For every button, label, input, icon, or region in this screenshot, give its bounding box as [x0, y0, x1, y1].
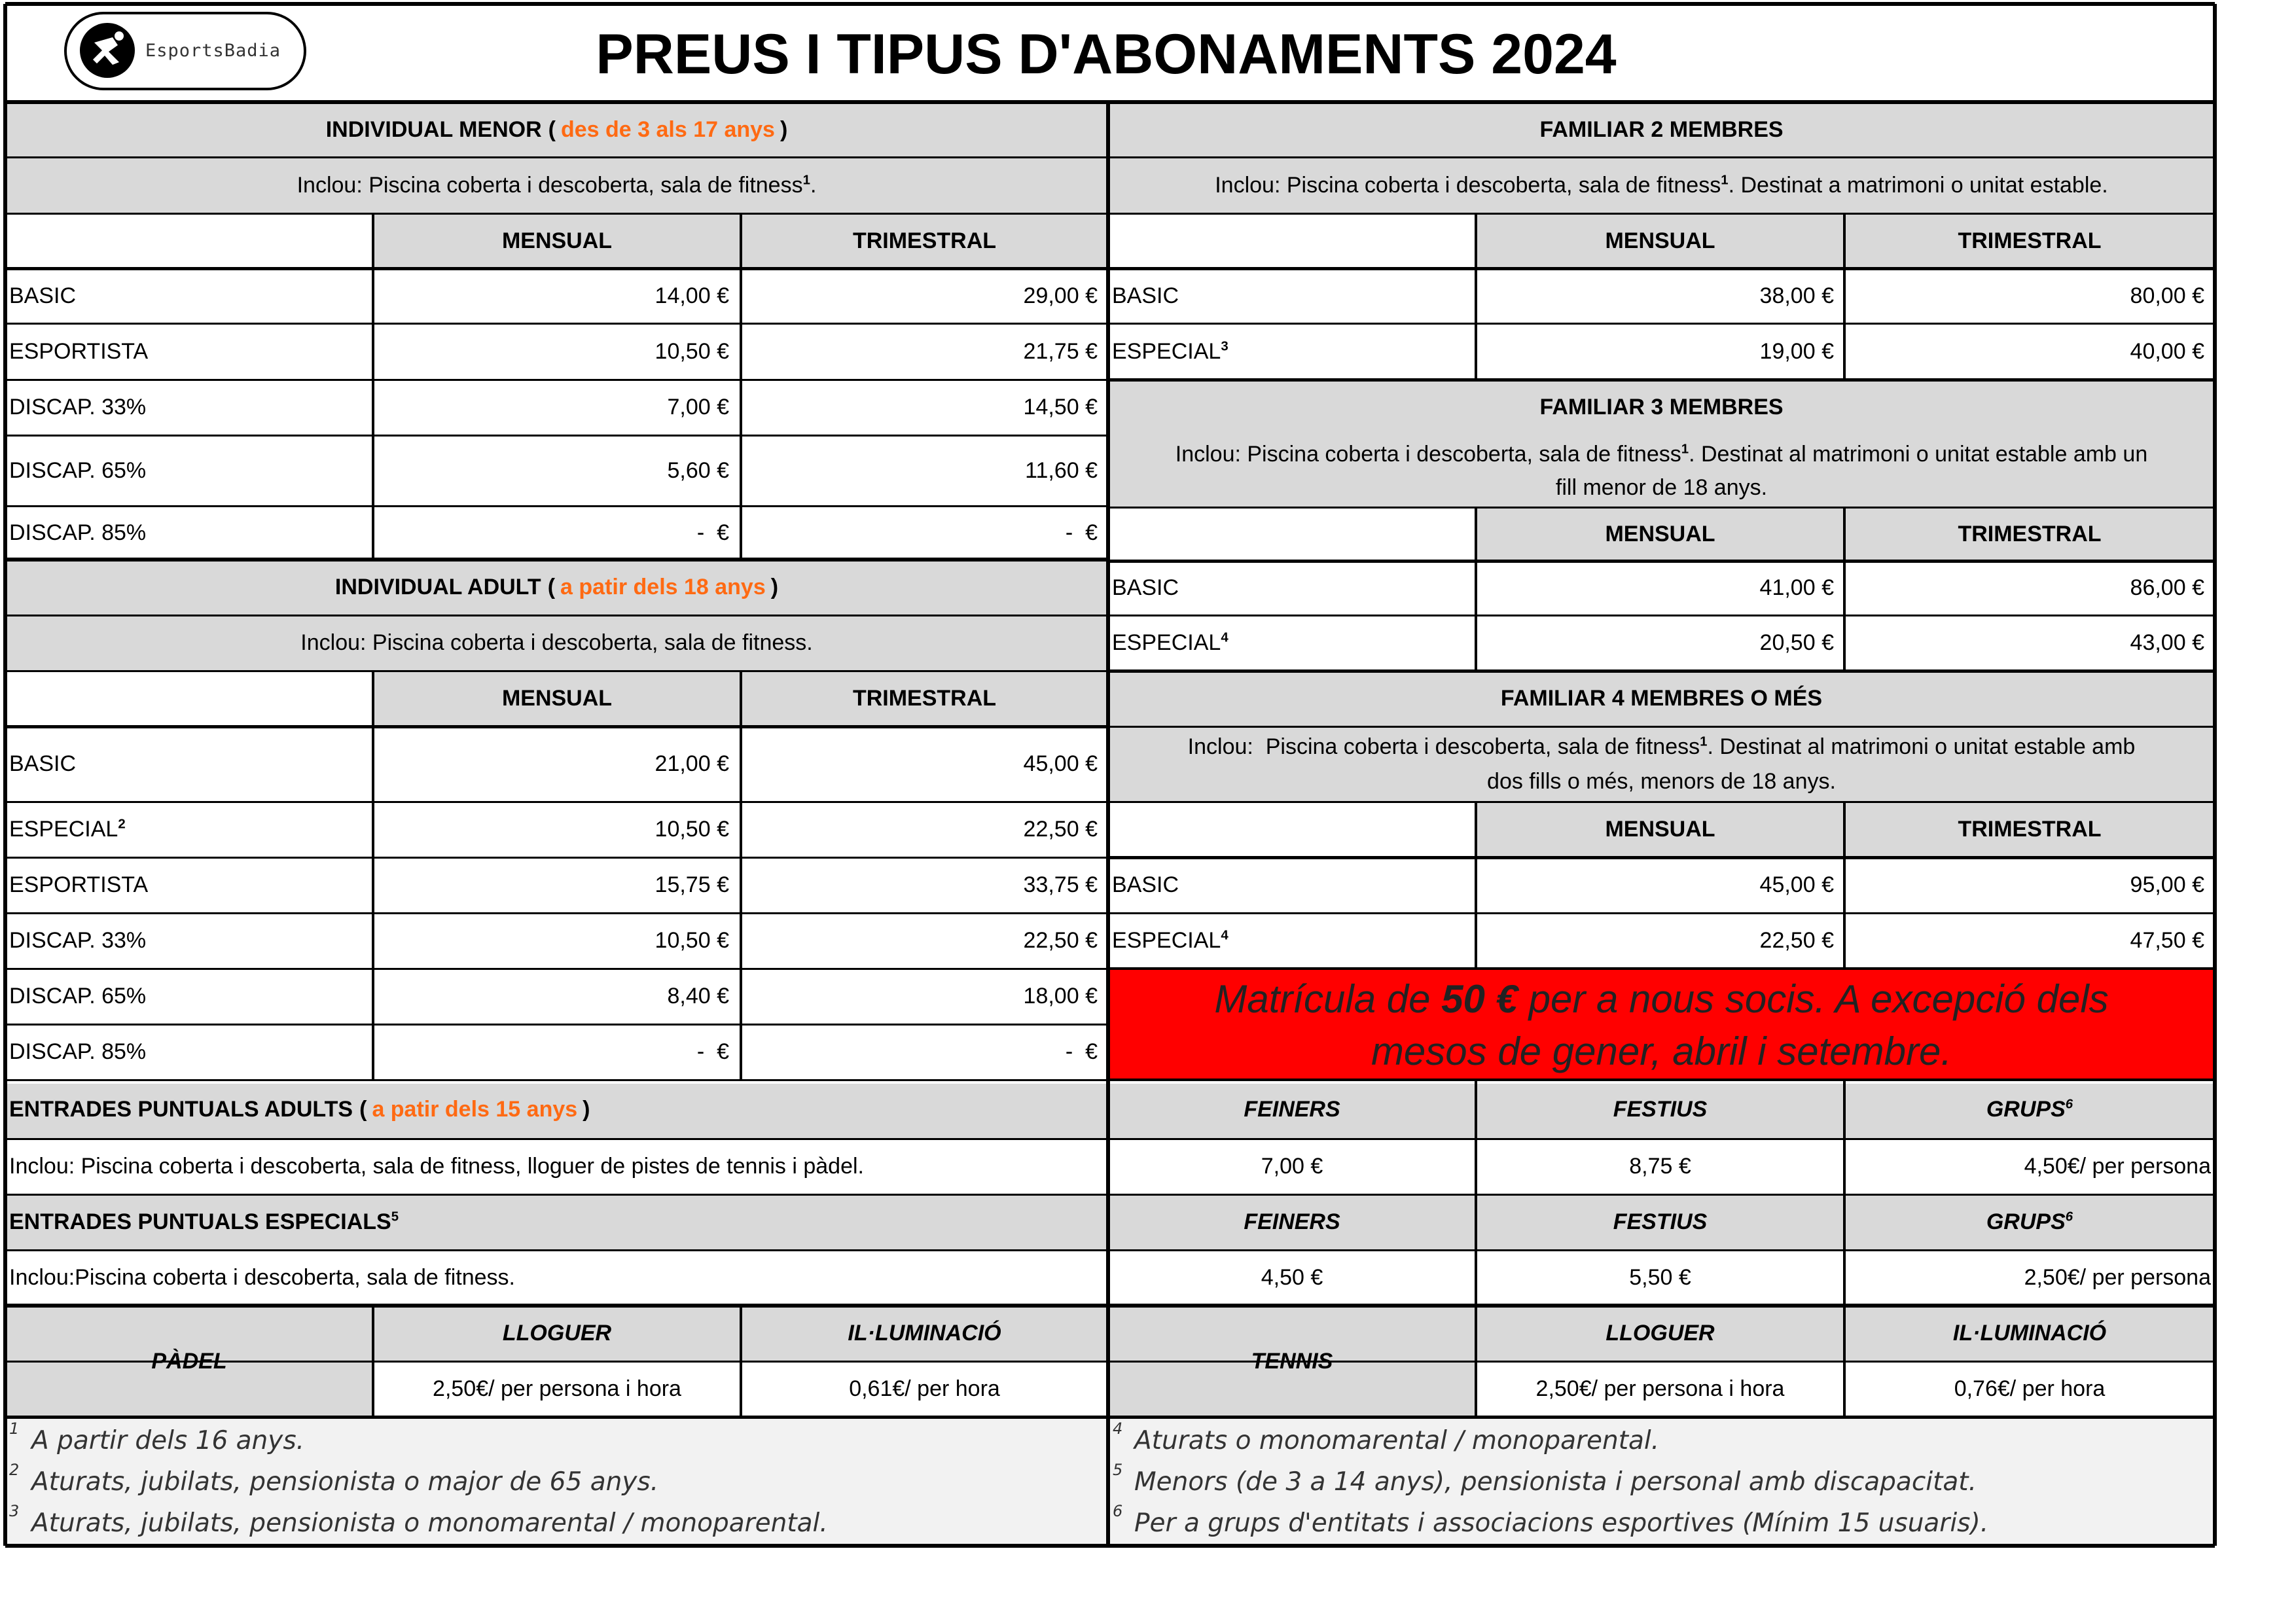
- row-label: [5, 268, 373, 323]
- includes-text: [5, 615, 1108, 671]
- text: ESPECIAL: [1112, 338, 1221, 364]
- text: MENSUAL: [1605, 521, 1715, 546]
- text: des de 3 als 17 anys: [560, 116, 775, 142]
- text: 41,00 €: [1759, 575, 1834, 600]
- text: INDIVIDUAL MENOR: [325, 116, 542, 142]
- section-title-entrades-especials: [5, 1194, 1108, 1250]
- price-monthly: [373, 323, 741, 380]
- price-quarterly: [741, 857, 1108, 913]
- column-header-quarterly: [1844, 802, 2215, 857]
- footnote-ref: 6: [2065, 1097, 2073, 1112]
- includes-text: [5, 1250, 1108, 1306]
- footnote-number: 6: [1113, 1502, 1123, 1520]
- text: BASIC: [1112, 872, 1179, 897]
- price-monthly: [1476, 268, 1844, 323]
- text: 10,50 €: [655, 817, 729, 842]
- text: 40,00 €: [2130, 338, 2204, 364]
- price-monthly: [373, 380, 741, 435]
- text: DISCAP. 33%: [9, 928, 147, 953]
- column-header-groups: [1844, 1194, 2215, 1250]
- row-label: [1108, 615, 1476, 671]
- price-holidays: [1476, 1250, 1844, 1306]
- footnote-ref: 1: [802, 173, 810, 188]
- row-label: [1108, 268, 1476, 323]
- section-title-tennis: [1108, 1306, 1476, 1417]
- grid-line: [5, 1544, 2215, 1548]
- price-monthly: [373, 969, 741, 1024]
- text: TRIMESTRAL: [852, 228, 997, 253]
- text: ): [780, 116, 788, 142]
- price-monthly: [373, 1024, 741, 1080]
- price-holidays: [1476, 1139, 1844, 1194]
- price-quarterly: [1844, 615, 2215, 671]
- section-title-entrades-adults: [5, 1080, 1108, 1139]
- price-monthly: [1476, 561, 1844, 615]
- price-monthly: [373, 857, 741, 913]
- text: 50 €: [1441, 976, 1518, 1021]
- text: mesos de gener, abril i setembre.: [1371, 1029, 1952, 1073]
- text: (: [547, 575, 556, 599]
- text: DISCAP. 85%: [9, 520, 147, 545]
- row-label: [1108, 561, 1476, 615]
- text: . Destinat al matrimoni o unitat estable amb un: [1689, 441, 2148, 467]
- text: ENTRADES PUNTUALS ESPECIALS: [9, 1209, 391, 1234]
- text: FAMILIAR 3 MEMBRES: [1539, 395, 1784, 419]
- text: - €: [1065, 520, 1098, 545]
- column-header-holidays: [1476, 1080, 1844, 1139]
- text: 95,00 €: [2130, 872, 2204, 897]
- text: ENTRADES PUNTUALS ADULTS: [9, 1096, 353, 1122]
- price-quarterly: [741, 913, 1108, 969]
- text: 2,50€/ per persona i hora: [433, 1376, 681, 1401]
- price-monthly: [373, 913, 741, 969]
- section-title-padel: [5, 1306, 373, 1417]
- text: TENNIS: [1251, 1348, 1333, 1374]
- text: BASIC: [9, 751, 77, 776]
- text: TRIMESTRAL: [1958, 817, 2102, 842]
- price-groups: [1844, 1139, 2215, 1194]
- text: LLOGUER: [1605, 1321, 1715, 1346]
- row-label: [5, 1024, 373, 1080]
- price-quarterly: [741, 380, 1108, 435]
- text: 8,75 €: [1629, 1154, 1691, 1179]
- text: 20,50 €: [1759, 630, 1834, 655]
- text: FEINERS: [1244, 1209, 1340, 1234]
- price-quarterly: [741, 435, 1108, 506]
- text: BASIC: [9, 283, 77, 308]
- text: 8,40 €: [667, 984, 729, 1008]
- text: MENSUAL: [1605, 228, 1715, 253]
- text: a patir dels 15 anys: [372, 1096, 578, 1122]
- text: IL·LUMINACIÓ: [1952, 1321, 2107, 1346]
- text: FESTIUS: [1613, 1096, 1708, 1122]
- text: BASIC: [1112, 575, 1179, 600]
- text: 2,50€/ per persona: [2024, 1265, 2211, 1290]
- price-quarterly: [741, 726, 1108, 802]
- section-title-individual-menor: [5, 102, 1108, 157]
- price-groups: [1844, 1250, 2215, 1306]
- text: FEINERS: [1244, 1096, 1340, 1122]
- column-header-quarterly: [741, 671, 1108, 726]
- includes-text-line2: [1108, 763, 2215, 800]
- row-label: [5, 726, 373, 802]
- footnote-text: Menors (de 3 a 14 anys), pensionista i personal amb discapacitat.: [1134, 1467, 1977, 1497]
- text: DISCAP. 85%: [9, 1039, 147, 1064]
- price-weekdays: [1108, 1250, 1476, 1306]
- text: (: [548, 116, 556, 142]
- price-quarterly: [1844, 268, 2215, 323]
- text: GRUPS: [1986, 1209, 2066, 1234]
- text: 43,00 €: [2130, 630, 2204, 655]
- text: 15,75 €: [655, 872, 729, 897]
- text: 22,50 €: [1759, 928, 1834, 953]
- text: . Destinat al matrimoni o unitat estable amb: [1707, 734, 2136, 759]
- footnote-ref: 1: [1721, 173, 1729, 188]
- text: .: [810, 172, 817, 198]
- text: . Destinat a matrimoni o unitat estable.: [1728, 172, 2108, 198]
- text: 7,00 €: [667, 395, 729, 419]
- text: TRIMESTRAL: [1958, 521, 2102, 546]
- section-title-familiar-2: [1108, 102, 2215, 157]
- text: INDIVIDUAL ADULT: [334, 575, 541, 599]
- price-monthly: [1476, 913, 1844, 969]
- section-title-familiar-3: [1108, 380, 2215, 435]
- row-label: [5, 506, 373, 560]
- text: dos fills o més, menors de 18 anys.: [1487, 768, 1836, 794]
- price-quarterly: [1844, 913, 2215, 969]
- footnote-ref: 3: [1221, 339, 1229, 354]
- row-label: [5, 380, 373, 435]
- text: 5,50 €: [1629, 1265, 1691, 1290]
- row-label: [1108, 323, 1476, 380]
- text: 14,00 €: [655, 283, 729, 308]
- footnote-text: A partir dels 16 anys.: [31, 1425, 305, 1455]
- includes-text-line2: [1108, 470, 2215, 506]
- column-header-monthly: [373, 671, 741, 726]
- price-quarterly: [1844, 561, 2215, 615]
- text: 10,50 €: [655, 338, 729, 364]
- text: ESPORTISTA: [9, 338, 149, 364]
- text: - €: [696, 520, 729, 545]
- price-lighting: [1844, 1361, 2215, 1417]
- price-quarterly: [1844, 323, 2215, 380]
- column-header-groups: [1844, 1080, 2215, 1139]
- price-monthly: [373, 726, 741, 802]
- text: 4,50 €: [1261, 1265, 1323, 1290]
- price-weekdays: [1108, 1139, 1476, 1194]
- footnote-ref: 6: [2065, 1209, 2073, 1224]
- text: 14,50 €: [1023, 395, 1098, 419]
- text: 22,50 €: [1023, 928, 1098, 953]
- price-quarterly: [741, 323, 1108, 380]
- footnote-ref: 1: [1700, 734, 1708, 749]
- text: PÀDEL: [151, 1348, 227, 1374]
- column-header-weekdays: [1108, 1194, 1476, 1250]
- row-label: [5, 323, 373, 380]
- text: 18,00 €: [1023, 984, 1098, 1008]
- text: per a nous socis. A excepció dels: [1517, 976, 2109, 1021]
- promo-line-1: [1108, 971, 2215, 1026]
- text: (: [359, 1096, 367, 1122]
- text: BASIC: [1112, 283, 1179, 308]
- column-header-weekdays: [1108, 1080, 1476, 1139]
- includes-text: [1108, 435, 2215, 473]
- includes-text: [1108, 728, 2215, 766]
- text: 11,60 €: [1025, 457, 1098, 483]
- text: ESPECIAL: [9, 817, 118, 842]
- text: ESPECIAL: [1112, 630, 1221, 655]
- text: 86,00 €: [2130, 575, 2204, 600]
- text: 45,00 €: [1759, 872, 1834, 897]
- footnote-number: 3: [9, 1502, 20, 1520]
- text: 10,50 €: [655, 928, 729, 953]
- text: Inclou:Piscina coberta i descoberta, sala de fitness.: [9, 1265, 515, 1290]
- column-header-quarterly: [741, 213, 1108, 268]
- text: ESPECIAL: [1112, 928, 1221, 953]
- price-quarterly: [741, 268, 1108, 323]
- column-header-quarterly: [1844, 213, 2215, 268]
- footnote-ref: 4: [1221, 630, 1229, 645]
- price-monthly: [373, 268, 741, 323]
- footnote-ref: 4: [1221, 928, 1229, 943]
- footnote-text: Aturats o monomarental / monoparental.: [1134, 1425, 1660, 1455]
- text: FAMILIAR 2 MEMBRES: [1539, 116, 1784, 142]
- price-monthly: [373, 435, 741, 506]
- text: IL·LUMINACIÓ: [848, 1321, 1001, 1346]
- text: TRIMESTRAL: [1958, 228, 2102, 253]
- text: 38,00 €: [1759, 283, 1834, 308]
- includes-text: [1108, 157, 2215, 213]
- text: LLOGUER: [502, 1321, 612, 1346]
- text: 22,50 €: [1023, 817, 1098, 842]
- grid-line: [5, 2, 2215, 6]
- text: 21,00 €: [655, 751, 729, 776]
- text: Inclou: Piscina coberta i descoberta, sala de fitness.: [300, 630, 813, 655]
- row-label: [5, 802, 373, 857]
- text: 0,76€/ per hora: [1954, 1376, 2106, 1401]
- footnote-ref: 5: [391, 1209, 399, 1224]
- text: PREUS I TIPUS D'ABONAMENTS 2024: [596, 22, 1617, 86]
- text: MENSUAL: [501, 686, 613, 711]
- includes-text: [5, 157, 1108, 213]
- price-quarterly: [741, 1024, 1108, 1080]
- text: 29,00 €: [1023, 283, 1098, 308]
- text: ESPORTISTA: [9, 872, 149, 897]
- text: Matrícula de: [1214, 976, 1442, 1021]
- column-header-lighting: [1844, 1306, 2215, 1361]
- text: DISCAP. 65%: [9, 984, 147, 1008]
- text: ): [770, 575, 779, 599]
- text: 45,00 €: [1023, 751, 1098, 776]
- runner-icon: [80, 23, 135, 78]
- text: 0,61€/ per hora: [849, 1376, 1000, 1401]
- section-title-individual-adult: [5, 560, 1108, 615]
- footnote-text: Per a grups d'entitats i associacions esportives (Mínim 15 usuaris).: [1134, 1508, 1989, 1538]
- text: fill menor de 18 anys.: [1555, 475, 1768, 500]
- price-quarterly: [741, 969, 1108, 1024]
- text: MENSUAL: [1605, 817, 1715, 842]
- column-header-rent: [373, 1306, 741, 1361]
- footnote-ref: 2: [118, 817, 126, 832]
- price-rent: [1476, 1361, 1844, 1417]
- text: GRUPS: [1986, 1096, 2066, 1122]
- price-quarterly: [1844, 857, 2215, 913]
- column-header-monthly: [1476, 802, 1844, 857]
- footnote-ref: 1: [1681, 442, 1689, 457]
- footnote-number: 5: [1113, 1461, 1123, 1479]
- row-label: [5, 435, 373, 506]
- includes-text: [5, 1139, 1108, 1194]
- text: 4,50€/ per persona: [2024, 1154, 2211, 1179]
- price-quarterly: [741, 802, 1108, 857]
- column-header-monthly: [373, 213, 741, 268]
- footnote-number: 4: [1113, 1419, 1123, 1438]
- row-label: [5, 969, 373, 1024]
- text: 21,75 €: [1023, 338, 1098, 364]
- footnote-number: 1: [9, 1419, 20, 1438]
- text: - €: [696, 1039, 729, 1064]
- column-header-lighting: [741, 1306, 1108, 1361]
- logo-text: EsportsBadia: [145, 40, 281, 61]
- text: ): [583, 1096, 590, 1122]
- text: Inclou: Piscina coberta i descoberta, sala de fitness: [1175, 441, 1681, 467]
- text: Inclou: Piscina coberta i descoberta, sala de fitness: [1187, 734, 1700, 759]
- text: 5,60 €: [667, 457, 729, 483]
- price-monthly: [373, 802, 741, 857]
- column-header-quarterly: [1844, 507, 2215, 561]
- text: DISCAP. 65%: [9, 457, 147, 483]
- text: - €: [1065, 1039, 1098, 1064]
- price-monthly: [1476, 615, 1844, 671]
- price-lighting: [741, 1361, 1108, 1417]
- text: 19,00 €: [1759, 338, 1834, 364]
- text: FAMILIAR 4 MEMBRES O MÉS: [1500, 686, 1823, 711]
- column-header-monthly: [1476, 507, 1844, 561]
- column-header-holidays: [1476, 1194, 1844, 1250]
- row-label: [5, 857, 373, 913]
- text: MENSUAL: [501, 228, 613, 253]
- text: TRIMESTRAL: [852, 686, 997, 711]
- text: DISCAP. 33%: [9, 395, 147, 419]
- text: 7,00 €: [1261, 1154, 1323, 1179]
- text: a patir dels 18 anys: [560, 575, 766, 599]
- text: FESTIUS: [1613, 1209, 1708, 1234]
- price-monthly: [1476, 323, 1844, 380]
- text: Inclou: Piscina coberta i descoberta, sala de fitness, lloguer de pistes de tennis i pàdel.: [9, 1154, 864, 1179]
- text: 2,50€/ per persona i hora: [1535, 1376, 1785, 1401]
- price-monthly: [1476, 857, 1844, 913]
- column-header-rent: [1476, 1306, 1844, 1361]
- column-header-monthly: [1476, 213, 1844, 268]
- row-label: [1108, 857, 1476, 913]
- footnote-text: Aturats, jubilats, pensionista o monomarental / monoparental.: [31, 1508, 828, 1538]
- price-quarterly: [741, 506, 1108, 560]
- text: Inclou: Piscina coberta i descoberta, sala de fitness: [296, 172, 803, 198]
- text: Inclou: Piscina coberta i descoberta, sala de fitness: [1215, 172, 1721, 198]
- page-title: [393, 7, 1820, 102]
- price-monthly: [373, 506, 741, 560]
- footnote-number: 2: [9, 1461, 20, 1479]
- row-label: [5, 913, 373, 969]
- text: 80,00 €: [2130, 283, 2204, 308]
- row-label: [1108, 913, 1476, 969]
- section-title-familiar-4: [1108, 671, 2215, 726]
- text: 33,75 €: [1023, 872, 1098, 897]
- footnote-text: Aturats, jubilats, pensionista o major de 65 anys.: [31, 1467, 659, 1497]
- promo-line-2: [1108, 1025, 2215, 1077]
- price-rent: [373, 1361, 741, 1417]
- text: 47,50 €: [2130, 928, 2204, 953]
